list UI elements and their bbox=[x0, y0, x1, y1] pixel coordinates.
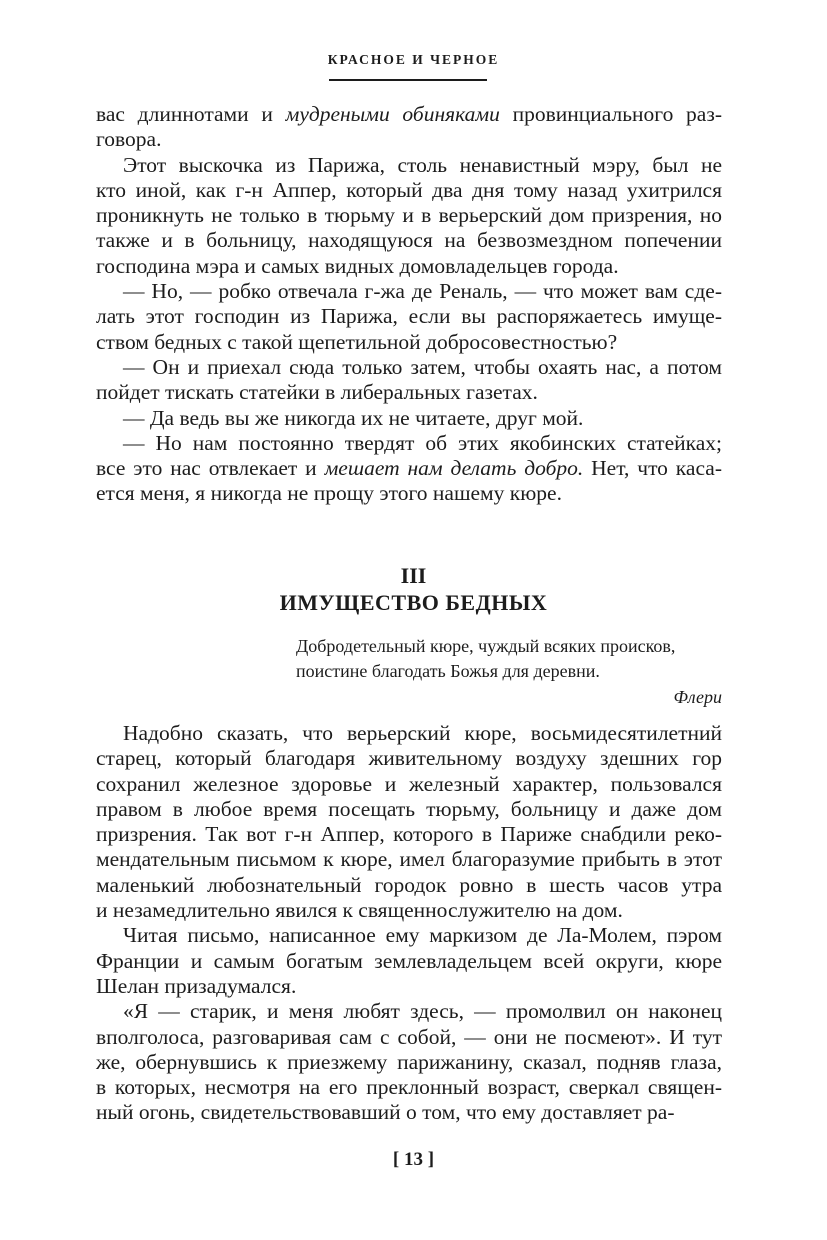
text-line: правом в любое время посещать тюрьму, больницу и даже дом bbox=[96, 796, 722, 821]
epigraph-author: Флери bbox=[673, 687, 722, 707]
paragraph bbox=[96, 279, 722, 355]
paragraph bbox=[96, 102, 722, 153]
paragraph bbox=[96, 721, 722, 923]
text-line: мендательным письмом к кюре, имел благоразумие прибыть в этот bbox=[96, 847, 722, 872]
paragraph bbox=[96, 406, 722, 431]
running-head-rule bbox=[329, 79, 487, 81]
text-line: также и в больницу, находящуюся на безвозмездном попечении bbox=[96, 228, 722, 253]
italic-phrase: мудреными обиняками bbox=[285, 102, 500, 126]
text-line: лать этот господин из Парижа, если вы распоряжаетесь имуще- bbox=[96, 304, 722, 329]
text-line: — Он и приехал сюда только затем, чтобы охаять нас, а потом bbox=[123, 354, 722, 379]
text-line: проникнуть не только в тюрьму и в верьерский дом призрения, но bbox=[96, 203, 722, 228]
paragraph bbox=[96, 153, 722, 279]
text-line: маленький любознательный городок ровно в шесть часов утра bbox=[96, 872, 722, 897]
epigraph-line: поистине благодать Божья для деревни. bbox=[296, 660, 600, 681]
running-head: КРАСНОЕ И ЧЕРНОЕ bbox=[327, 52, 500, 67]
text-line: — Но, — робко отвечала г-жа де Реналь, — что может вам сде- bbox=[123, 279, 722, 304]
text-line: Франции и самым богатым землевладельцем всей округи, кюре bbox=[96, 948, 722, 973]
text-line: «Я — старик, и меня любят здесь, — промолвил он наконец bbox=[123, 999, 722, 1024]
text-line: Этот выскочка из Парижа, столь ненавистный мэру, был не bbox=[123, 152, 722, 177]
text-line: сохранил железное здоровье и железный характер, пользовался bbox=[96, 771, 722, 796]
chapter-title: ИМУЩЕСТВО БЕДНЫХ bbox=[279, 590, 548, 615]
text-line: Читая письмо, написанное ему маркизом де Ла-Молем, пэром bbox=[123, 923, 722, 948]
text-line: ством бедных с такой щепетильной добросовестностью? bbox=[96, 329, 618, 354]
epigraph-line: Добродетельный кюре, чуждый всяких происков, bbox=[296, 636, 676, 656]
epigraph bbox=[296, 634, 722, 710]
paragraph bbox=[96, 999, 722, 1125]
text-line: ется меня, я никогда не прощу этого нашему кюре. bbox=[96, 481, 562, 506]
text-line: же, обернувшись к приезжему парижанину, сказал, подняв глаза, bbox=[96, 1049, 722, 1074]
text-line: старец, который благодаря живительному воздуху здешних гор bbox=[96, 746, 722, 771]
paragraph bbox=[96, 431, 722, 507]
text-line: господина мэра и самых видных домовладельцев города. bbox=[96, 253, 619, 278]
text-line: вполголоса, разговаривая сам с собой, — они не посмеют». И тут bbox=[96, 1024, 722, 1049]
text-line: кто иной, как г-н Аппер, который два дня тому назад ухитрился bbox=[96, 177, 722, 202]
text-line: Шелан призадумался. bbox=[96, 973, 297, 998]
text-line: — Но нам постоянно твердят об этих якобинских статейках; bbox=[123, 430, 722, 455]
paragraph bbox=[96, 923, 722, 999]
text-block-bottom bbox=[96, 721, 722, 1126]
text-block-top bbox=[96, 102, 722, 507]
text-line: ный огонь, свидетельствовавший о том, что ему доставляет ра- bbox=[96, 1100, 675, 1125]
text-line: в которых, несмотря на его преклонный возраст, сверкал священ- bbox=[96, 1075, 722, 1100]
text-line: все это нас отвлекает и мешает нам делать добро. Нет, что каса- bbox=[96, 456, 722, 481]
text-line: вас длиннотами и мудреными обиняками провинциального раз- bbox=[96, 102, 722, 126]
text-line: — Да ведь вы же никогда их не читаете, друг мой. bbox=[123, 405, 584, 430]
text-line: призрения. Так вот г-н Аппер, которого в Париже снабдили реко- bbox=[96, 822, 722, 847]
text-line: Надобно сказать, что верьерский кюре, восьмидесятилетний bbox=[123, 721, 722, 745]
chapter-number: III bbox=[400, 563, 427, 588]
italic-phrase: мешает нам делать добро. bbox=[324, 456, 584, 481]
paragraph bbox=[96, 355, 722, 406]
page-number: [ 13 ] bbox=[392, 1149, 435, 1170]
text-line: пойдет тискать статейки в либеральных газетах. bbox=[96, 380, 538, 405]
text-line: и незамедлительно явился к священнослужителю на дом. bbox=[96, 898, 623, 923]
text-line: говора. bbox=[96, 127, 162, 152]
